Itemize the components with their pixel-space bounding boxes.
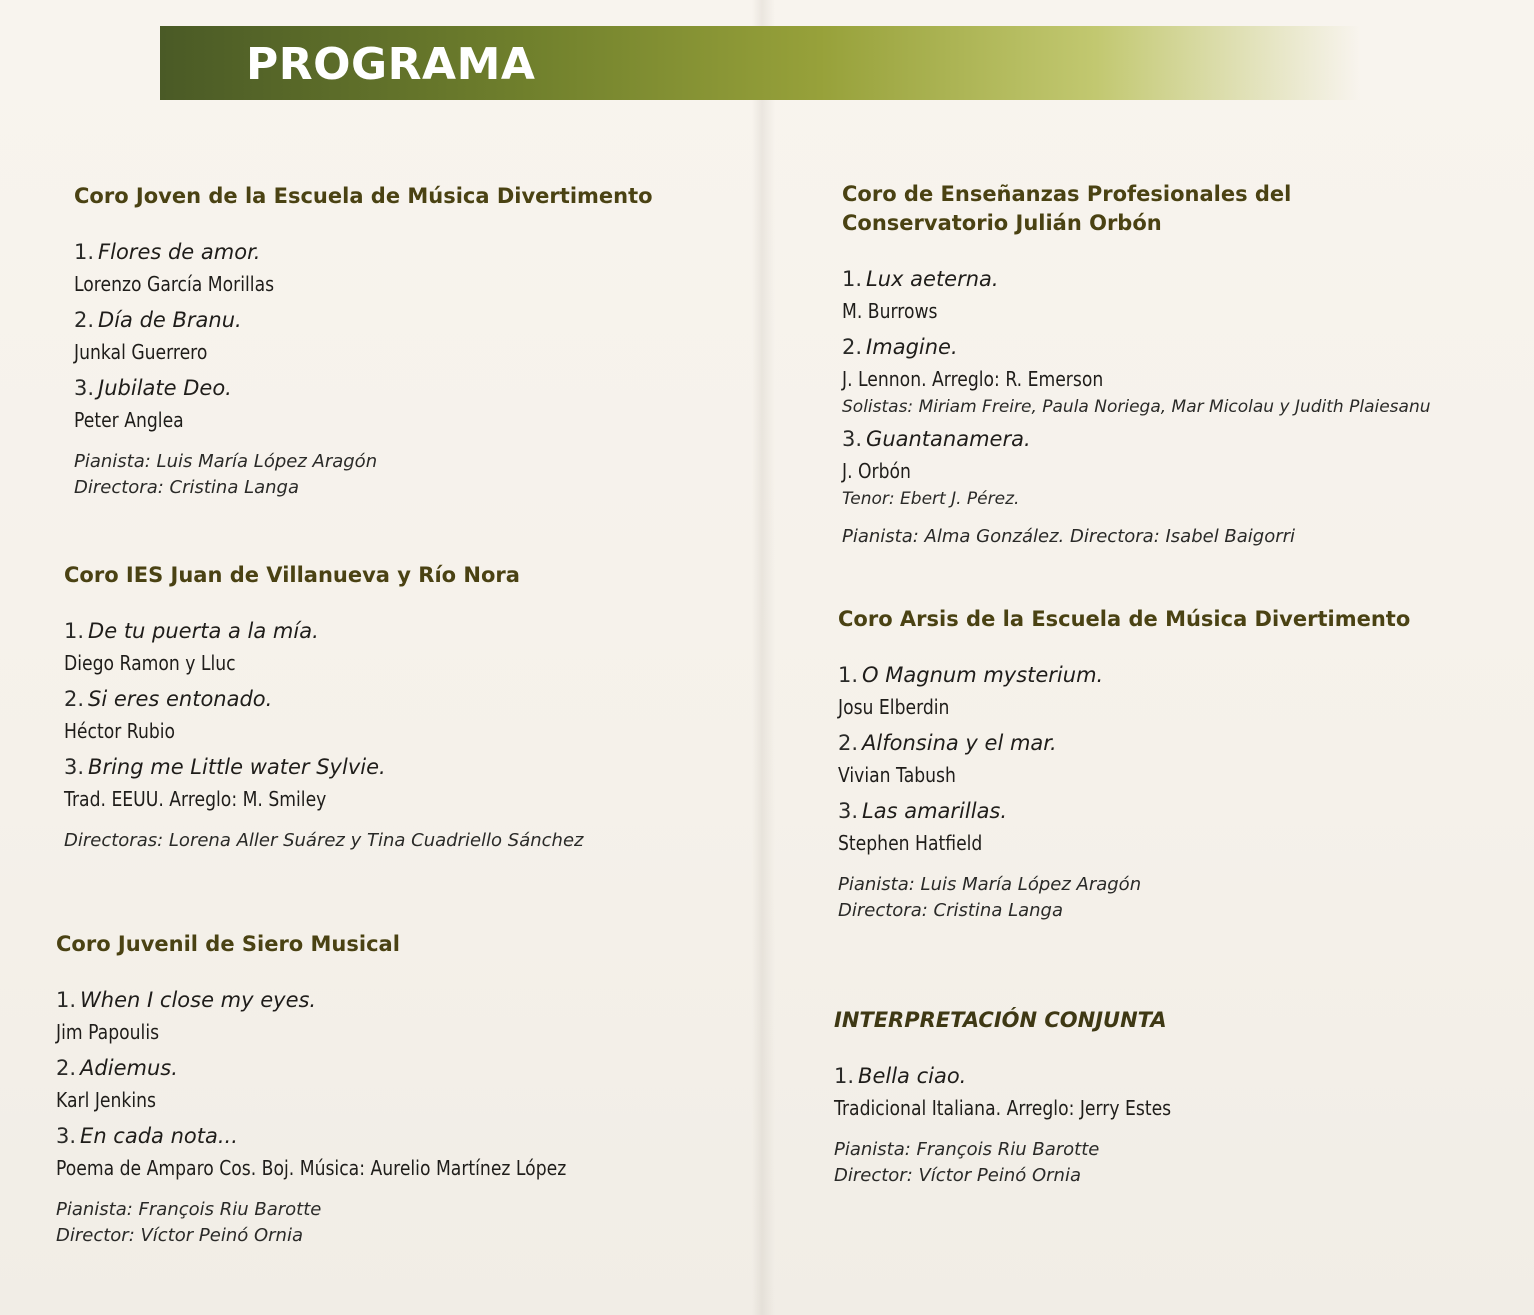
work-number: 2. [842,335,863,359]
work-author: Peter Anglea [74,408,184,432]
work-number: 2. [74,308,95,332]
work-item [64,684,583,746]
credit-directors: Directoras: Lorena Aller Suárez y Tina Cuadriello Sánchez [64,830,584,851]
work-item [842,424,1431,510]
section-title: INTERPRETACIÓN CONJUNTA [834,1008,1167,1032]
work-number: 1. [56,988,77,1012]
section-title: Coro de Enseñanzas Profesionales del Conservatorio Julián Orbón [842,182,1292,235]
work-author: Stephen Hatfield [838,831,983,855]
credits [838,872,1410,924]
work-title: Flores de amor. [98,240,261,264]
credits [64,828,583,854]
credit-director: Directora: Cristina Langa [838,900,1064,921]
work-author: M. Burrows [842,299,938,323]
credit-director: Director: Víctor Peinó Ornia [56,1225,303,1246]
work-number: 1. [74,240,95,264]
work-title: Bella ciao. [858,1064,967,1088]
work-item [64,752,583,814]
work-title: Si eres entonado. [88,687,273,711]
work-number: 2. [56,1056,77,1080]
credit-pianist: Pianista: Luis María López Aragón [74,451,378,472]
work-title: Guantanamera. [866,427,1031,451]
credit-pianist: Pianista: François Riu Barotte [834,1139,1100,1160]
credit-director: Director: Víctor Peinó Ornia [834,1165,1081,1186]
work-author: Héctor Rubio [64,719,176,743]
work-number: 1. [842,267,863,291]
work-title: Día de Branu. [98,308,242,332]
credits [56,1197,649,1249]
work-author: Jim Papoulis [56,1020,160,1044]
work-author: Diego Ramon y Lluc [64,651,236,675]
work-author: Josu Elberdin [838,695,950,719]
work-title: Las amarillas. [862,799,1008,823]
work-title: Alfonsina y el mar. [862,731,1057,755]
work-soloists: Solistas: Miriam Freire, Paula Noriega, Mar Micolau y Judith Plaiesanu [842,397,1431,417]
work-item [834,1061,1226,1123]
work-author: Lorenzo García Morillas [74,272,275,296]
credits [74,449,653,501]
work-number: 1. [838,663,859,687]
work-item [56,1121,649,1183]
work-item [842,264,1431,326]
work-number: 3. [64,755,85,779]
section-coro-conservatorio [842,180,1431,550]
section-interpretacion-conjunta [834,1006,1226,1189]
work-title: Imagine. [866,335,958,359]
work-author: Tradicional Italiana. Arreglo: Jerry Estes [834,1096,1172,1120]
work-number: 3. [74,376,95,400]
work-author: Poema de Amparo Cos. Boj. Música: Aurelio Martínez López [56,1156,567,1180]
credit-director: Directora: Cristina Langa [74,477,300,498]
work-title: O Magnum mysterium. [862,663,1104,687]
work-tenor: Tenor: Ebert J. Pérez. [842,489,1020,509]
work-item [64,616,583,678]
credits [842,524,1431,550]
section-title: Coro IES Juan de Villanueva y Río Nora [64,563,520,587]
work-item [56,1053,649,1115]
credit-pianist-director: Pianista: Alma González. Directora: Isabel Baigorri [842,526,1296,547]
work-item [74,237,653,299]
work-number: 3. [838,799,859,823]
work-number: 2. [64,687,85,711]
work-title: Jubilate Deo. [98,376,232,400]
work-item [74,305,653,367]
work-number: 2. [838,731,859,755]
work-author: Trad. EEUU. Arreglo: M. Smiley [64,787,327,811]
work-number: 3. [56,1124,77,1148]
title-banner [160,26,1360,100]
credits [834,1137,1226,1189]
work-number: 1. [64,619,85,643]
work-author: J. Orbón [842,459,911,483]
work-item [838,660,1410,722]
work-number: 1. [834,1064,855,1088]
work-title: En cada nota... [80,1124,238,1148]
work-item [74,373,653,435]
work-number: 3. [842,427,863,451]
work-title: Lux aeterna. [866,267,999,291]
credit-pianist: Pianista: François Riu Barotte [56,1199,322,1220]
section-title: Coro Arsis de la Escuela de Música Divertimento [838,607,1411,631]
section-title: Coro Joven de la Escuela de Música Divertimento [74,184,653,208]
work-title: Adiemus. [80,1056,178,1080]
work-item [838,728,1410,790]
section-coro-juvenil [56,930,649,1249]
section-coro-arsis [838,605,1410,924]
work-item [56,985,649,1047]
section-coro-ies [64,561,583,854]
credit-pianist: Pianista: Luis María López Aragón [838,874,1142,895]
work-title: Bring me Little water Sylvie. [88,755,386,779]
section-coro-joven [74,182,653,501]
work-item [842,332,1431,418]
work-author: Vivian Tabush [838,763,956,787]
page-title: PROGRAMA [246,39,536,90]
work-author: J. Lennon. Arreglo: R. Emerson [842,367,1104,391]
work-author: Junkal Guerrero [74,340,208,364]
work-title: When I close my eyes. [80,988,317,1012]
work-author: Karl Jenkins [56,1088,157,1112]
work-item [838,796,1410,858]
section-title: Coro Juvenil de Siero Musical [56,932,400,956]
work-title: De tu puerta a la mía. [88,619,319,643]
